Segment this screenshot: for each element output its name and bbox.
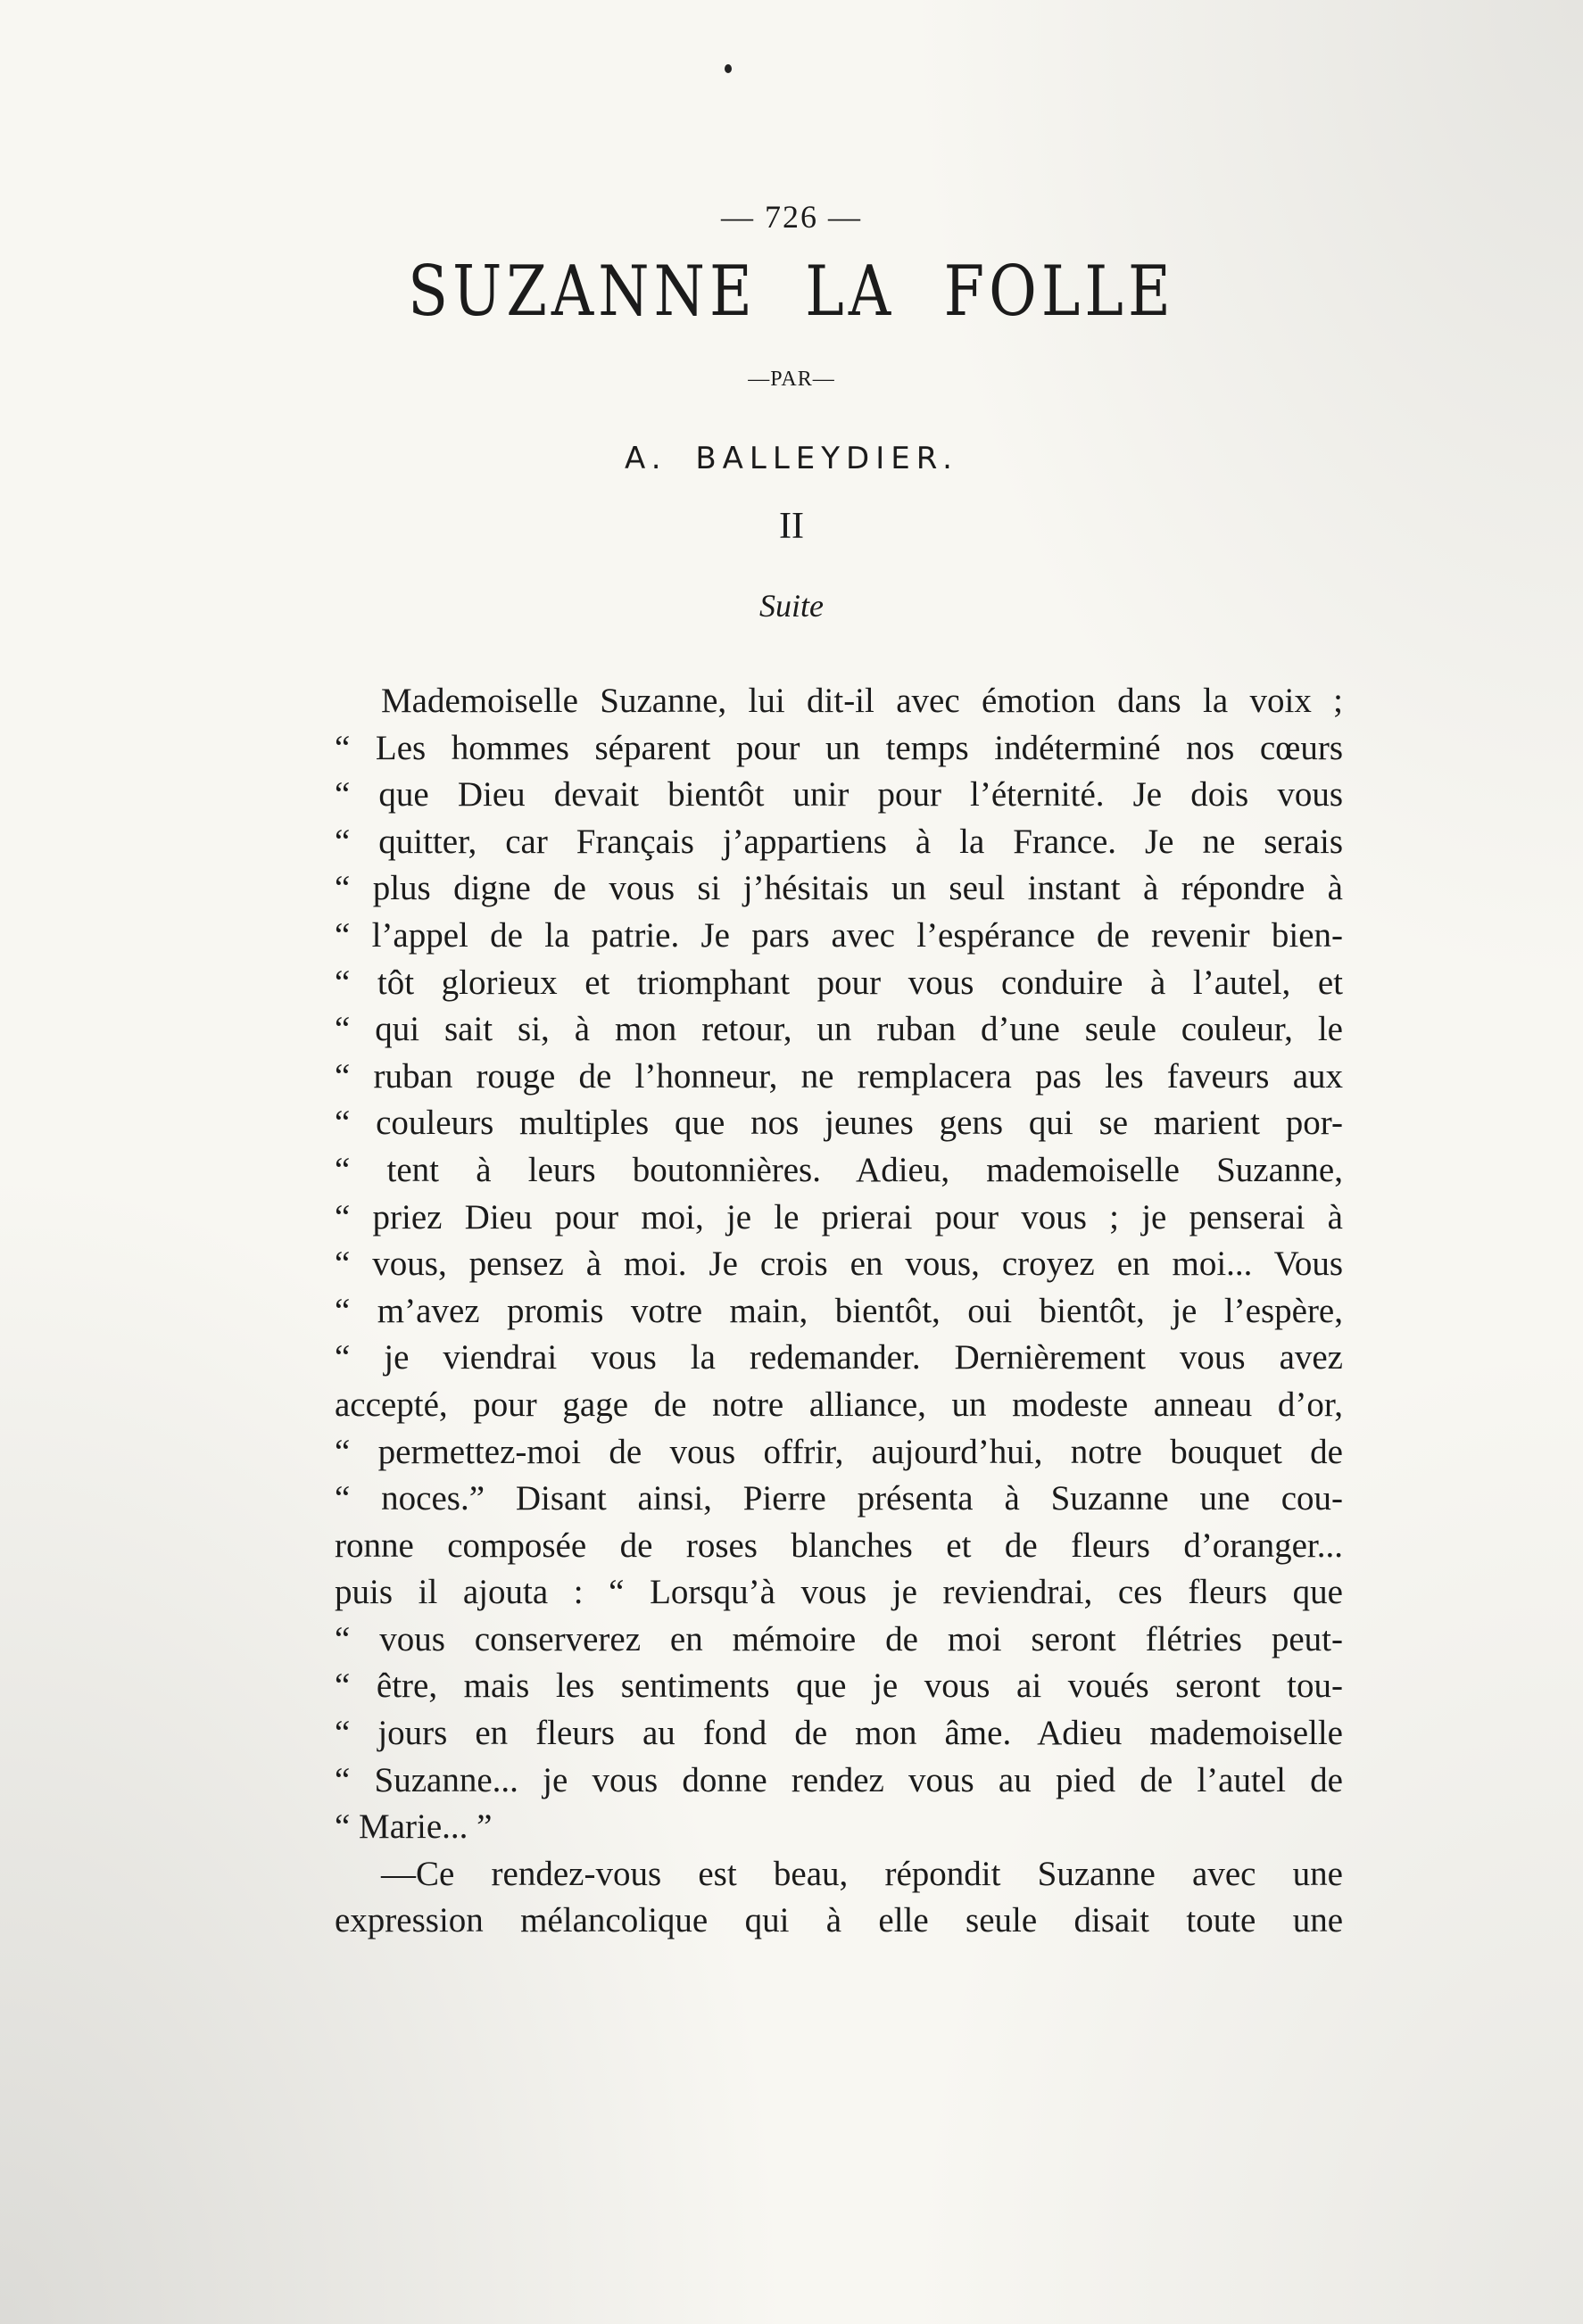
- text-line: “ quitter, car Français j’appartiens à la France. Je ne serais: [335, 822, 1343, 861]
- text-line: “ que Dieu devait bientôt unir pour l’éternité. Je dois vous: [335, 775, 1343, 815]
- text-line: Mademoiselle Suzanne, lui dit-il avec émotion dans la voix ;: [381, 682, 1343, 720]
- text-line: “ noces.” Disant ainsi, Pierre présenta à Suzanne une cou-: [335, 1479, 1343, 1518]
- text-line: “ l’appel de la patrie. Je pars avec l’espérance de revenir bien-: [335, 915, 1343, 955]
- byline: —PAR—: [748, 368, 835, 391]
- text-line: “ plus digne de vous si j’hésitais un seul instant à répondre à: [335, 869, 1343, 908]
- text-line: “ jours en fleurs au fond de mon âme. Adieu mademoiselle: [335, 1714, 1343, 1753]
- chapter-subtitle: Suite: [759, 588, 824, 624]
- text-line: “ je viendrai vous la redemander. Dernièrement vous avez: [335, 1338, 1343, 1377]
- text-line: “ être, mais les sentiments que je vous ai voués seront tou-: [335, 1666, 1343, 1706]
- text-line: —Ce rendez-vous est beau, répondit Suzanne avec une: [381, 1854, 1343, 1893]
- ink-speck: [725, 64, 732, 73]
- text-line: “ tent à leurs boutonnières. Adieu, mademoiselle Suzanne,: [335, 1150, 1343, 1189]
- page-number: — 726 —: [721, 199, 862, 235]
- text-line: “ couleurs multiples que nos jeunes gens qui se marient por-: [335, 1104, 1343, 1143]
- text-line: expression mélancolique qui à elle seule disait toute une: [335, 1901, 1343, 1940]
- text-line: “ vous, pensez à moi. Je crois en vous, croyez en moi... Vous: [335, 1245, 1343, 1284]
- text-line: “ Les hommes séparent pour un temps indéterminé nos cœurs: [335, 728, 1343, 767]
- text-line: “ m’avez promis votre main, bientôt, oui bientôt, je l’espère,: [335, 1291, 1343, 1330]
- chapter-number: II: [779, 506, 804, 547]
- author-name: A. BALLEYDIER.: [625, 441, 958, 476]
- text-line: puis il ajouta : “ Lorsqu’à vous je reviendrai, ces fleurs que: [335, 1573, 1343, 1612]
- text-line: “ vous conserverez en mémoire de moi seront flétries peut-: [335, 1619, 1343, 1658]
- text-line: “ ruban rouge de l’honneur, ne remplacera pas les faveurs aux: [335, 1056, 1343, 1096]
- text-line: accepté, pour gage de notre alliance, un modeste anneau d’or,: [335, 1385, 1343, 1424]
- text-line: “ permettez-moi de vous offrir, aujourd’hui, notre bouquet de: [335, 1432, 1343, 1471]
- text-line: “ priez Dieu pour moi, je le prierai pour vous ; je penserai à: [335, 1197, 1343, 1236]
- body-text: [335, 678, 1343, 1945]
- story-title: SUZANNE LA FOLLE: [408, 252, 1175, 332]
- text-line: “ Marie... ”: [335, 1807, 493, 1847]
- text-line: “ qui sait si, à mon retour, un ruban d’une seule couleur, le: [335, 1010, 1343, 1049]
- text-line: “ Suzanne... je vous donne rendez vous au pied de l’autel de: [335, 1760, 1343, 1799]
- text-line: ronne composée de roses blanches et de fleurs d’oranger...: [335, 1526, 1343, 1565]
- text-line: “ tôt glorieux et triomphant pour vous conduire à l’autel, et: [335, 963, 1343, 1002]
